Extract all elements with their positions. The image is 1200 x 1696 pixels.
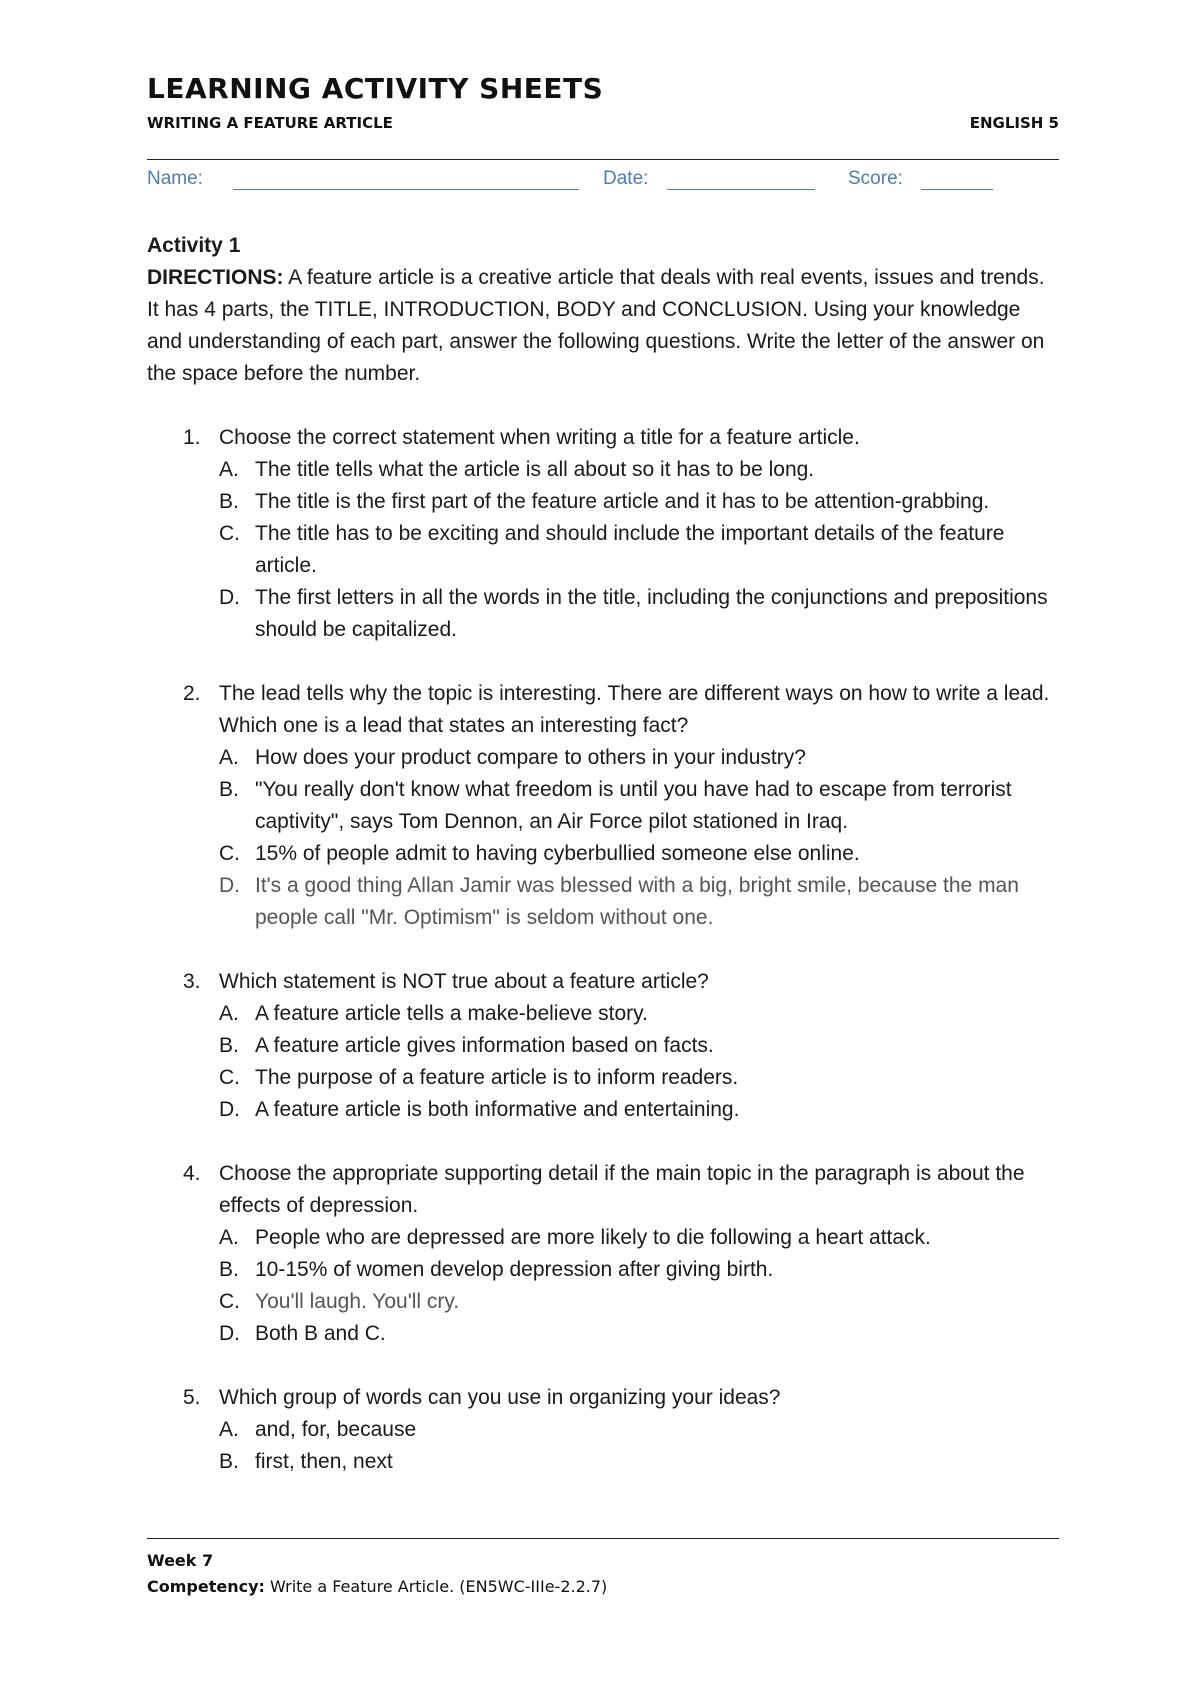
option-b [147, 1254, 1059, 1286]
option-letter: B. [219, 1450, 239, 1473]
question-text: Choose the correct statement when writing a title for a feature article. [219, 426, 860, 449]
option-text: People who are depressed are more likely to die following a heart attack. [255, 1226, 931, 1249]
question-number: 3. [183, 970, 201, 993]
option-b [147, 1446, 1059, 1478]
name-field-line[interactable] [233, 189, 579, 190]
option-letter: B. [219, 1034, 239, 1057]
option-text: "You really don't know what freedom is until you have had to escape from terrorist captivity", says Tom Dennon, an Air Force pilot stationed in Iraq. [255, 778, 1012, 833]
directions-paragraph [147, 262, 1059, 390]
option-letter: A. [219, 1418, 239, 1441]
question-text: Which group of words can you use in organizing your ideas? [219, 1386, 781, 1409]
option-letter: D. [219, 586, 240, 609]
option-letter: B. [219, 490, 239, 513]
date-label: Date: [603, 168, 649, 189]
option-text: first, then, next [255, 1450, 393, 1473]
option-c [147, 1286, 1059, 1318]
option-d [147, 1094, 1059, 1126]
option-d [147, 1318, 1059, 1350]
option-d [147, 582, 1059, 646]
question-stem [147, 1382, 1059, 1414]
answer-options [147, 1414, 1059, 1478]
question-number: 5. [183, 1386, 201, 1409]
name-label: Name: [147, 168, 203, 189]
option-letter: B. [219, 1258, 239, 1281]
option-letter: C. [219, 1066, 240, 1089]
footer-divider [147, 1538, 1059, 1539]
question-stem [147, 1158, 1059, 1222]
answer-options [147, 1222, 1059, 1350]
competency-label: Competency: [147, 1577, 265, 1596]
option-letter: A. [219, 458, 239, 481]
option-text: A feature article is both informative and entertaining. [255, 1098, 740, 1121]
option-c [147, 1062, 1059, 1094]
score-label: Score: [848, 168, 903, 189]
option-text: The title has to be exciting and should include the important details of the feature article. [255, 522, 1005, 577]
question-4 [147, 1158, 1059, 1350]
question-5 [147, 1382, 1059, 1478]
directions-text: A feature article is a creative article that deals with real events, issues and trends. It has 4 parts, the TITLE, INTRODUCTION, BODY and CONCLUSION. Using your knowledge and understanding of each part, answer the following questions. Write the letter of the answer on the space before the number. [147, 266, 1045, 385]
option-letter: C. [219, 842, 240, 865]
option-a [147, 454, 1059, 486]
option-text: 10-15% of women develop depression after giving birth. [255, 1258, 774, 1281]
option-c [147, 838, 1059, 870]
option-b [147, 486, 1059, 518]
page-footer [147, 1548, 1059, 1600]
question-3 [147, 966, 1059, 1126]
option-c [147, 518, 1059, 582]
question-stem [147, 678, 1059, 742]
directions-label: DIRECTIONS: [147, 266, 284, 289]
option-letter: A. [219, 746, 239, 769]
option-text: and, for, because [255, 1418, 417, 1441]
option-b [147, 1030, 1059, 1062]
subject-subtitle: ENGLISH 5 [969, 114, 1059, 132]
question-number: 1. [183, 426, 201, 449]
competency-text: Write a Feature Article. (EN5WC-IIIe-2.2.7) [264, 1577, 608, 1596]
worksheet-page [147, 0, 1059, 1696]
option-a [147, 1222, 1059, 1254]
option-text: The title is the first part of the feature article and it has to be attention-grabbing. [255, 490, 990, 513]
header-divider [147, 159, 1059, 160]
topic-subtitle: WRITING A FEATURE ARTICLE [147, 114, 393, 132]
option-text: The first letters in all the words in the title, including the conjunctions and prepositions should be capitalized. [255, 586, 1048, 641]
option-letter: C. [219, 522, 240, 545]
week-label: Week 7 [147, 1551, 214, 1570]
student-info-row [147, 168, 1059, 196]
question-text: The lead tells why the topic is interesting. There are different ways on how to write a lead. Which one is a lead that states an interesting fact? [219, 682, 1050, 737]
option-letter: A. [219, 1226, 239, 1249]
answer-options [147, 454, 1059, 646]
option-text: Both B and C. [255, 1322, 386, 1345]
option-letter: D. [219, 1322, 240, 1345]
sheet-title: LEARNING ACTIVITY SHEETS [147, 72, 604, 105]
option-text: It's a good thing Allan Jamir was blessed with a big, bright smile, because the man people call "Mr. Optimism" is seldom without one. [255, 874, 1019, 929]
option-text: A feature article tells a make-believe story. [255, 1002, 648, 1025]
question-number: 2. [183, 682, 201, 705]
option-text: The title tells what the article is all about so it has to be long. [255, 458, 815, 481]
option-a [147, 1414, 1059, 1446]
question-text: Choose the appropriate supporting detail if the main topic in the paragraph is about the effects of depression. [219, 1162, 1025, 1217]
option-text: A feature article gives information based on facts. [255, 1034, 714, 1057]
question-number: 4. [183, 1162, 201, 1185]
option-letter: B. [219, 778, 239, 801]
question-text: Which statement is NOT true about a feature article? [219, 970, 709, 993]
option-a [147, 742, 1059, 774]
option-letter: D. [219, 1098, 240, 1121]
option-text: The purpose of a feature article is to inform readers. [255, 1066, 739, 1089]
competency-line [147, 1574, 1059, 1600]
score-field-line[interactable] [921, 189, 993, 190]
question-1 [147, 422, 1059, 646]
option-letter: A. [219, 1002, 239, 1025]
option-a [147, 998, 1059, 1030]
question-stem [147, 966, 1059, 998]
activity-title: Activity 1 [147, 234, 241, 257]
option-letter: C. [219, 1290, 240, 1313]
option-text: You'll laugh. You'll cry. [255, 1290, 460, 1313]
date-field-line[interactable] [667, 189, 815, 190]
answer-options [147, 998, 1059, 1126]
subtitle-row [147, 114, 1059, 132]
option-letter: D. [219, 874, 240, 897]
question-stem [147, 422, 1059, 454]
option-b [147, 774, 1059, 838]
option-text: 15% of people admit to having cyberbullied someone else online. [255, 842, 860, 865]
option-d [147, 870, 1059, 934]
answer-options [147, 742, 1059, 934]
activity-content [147, 230, 1059, 1478]
option-text: How does your product compare to others in your industry? [255, 746, 806, 769]
question-2 [147, 678, 1059, 934]
